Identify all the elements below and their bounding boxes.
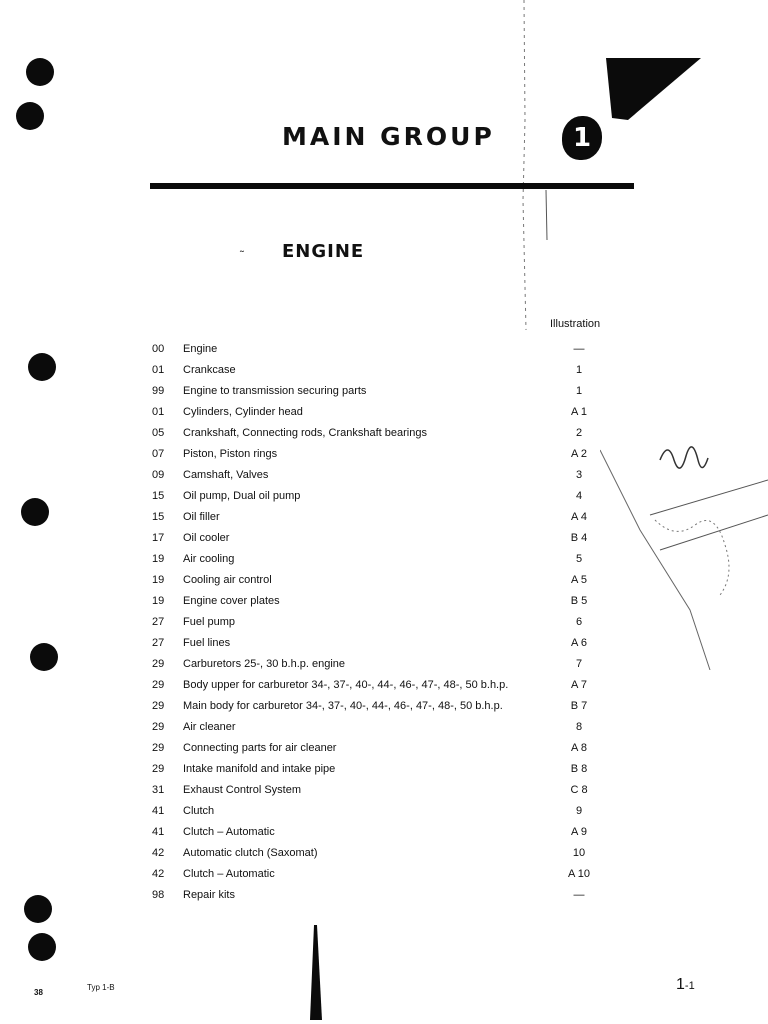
item-description: Clutch – Automatic: [183, 826, 275, 838]
item-code: 41: [152, 826, 165, 838]
item-illustration-ref: A 9: [571, 826, 587, 838]
type-label: Typ 1-B: [87, 983, 115, 992]
item-code: 01: [152, 406, 165, 418]
item-description: Crankcase: [183, 364, 236, 376]
list-item: [152, 528, 612, 549]
list-item: [152, 675, 612, 696]
binding-mark: [300, 925, 330, 1020]
item-illustration-ref: B 7: [570, 700, 588, 712]
item-code: 29: [152, 721, 165, 733]
item-code: 19: [152, 595, 165, 607]
punch-hole: [28, 933, 56, 961]
item-illustration-ref: A 10: [567, 868, 591, 880]
item-illustration-ref: 1: [575, 385, 583, 397]
item-illustration-ref: C 8: [570, 784, 588, 796]
item-illustration-ref: 5: [575, 553, 583, 565]
list-item: [152, 591, 612, 612]
item-code: 42: [152, 868, 165, 880]
list-item: [152, 885, 612, 906]
item-description: Carburetors 25-, 30 b.h.p. engine: [183, 658, 346, 670]
item-description: Engine cover plates: [183, 595, 280, 607]
item-code: 19: [152, 553, 165, 565]
item-code: 00: [152, 343, 165, 355]
item-code: 17: [152, 532, 165, 544]
item-illustration-ref: A 2: [571, 448, 587, 460]
item-code: 07: [152, 448, 165, 460]
item-description: Air cooling: [183, 553, 235, 565]
item-illustration-ref: 6: [575, 616, 583, 628]
item-description: Oil cooler: [183, 532, 230, 544]
item-code: 27: [152, 616, 165, 628]
item-description: Automatic clutch (Saxomat): [183, 847, 318, 859]
punch-hole: [21, 498, 49, 526]
item-illustration-ref: B 8: [570, 763, 588, 775]
item-illustration-ref: 2: [575, 427, 583, 439]
item-code: 15: [152, 490, 165, 502]
list-item: [152, 360, 612, 381]
item-description: Air cleaner: [183, 721, 236, 733]
list-item: [152, 465, 612, 486]
item-description: Cylinders, Cylinder head: [183, 406, 303, 418]
punch-hole: [16, 102, 44, 130]
item-code: 42: [152, 847, 165, 859]
list-item: [152, 822, 612, 843]
item-illustration-ref: A 8: [571, 742, 587, 754]
item-illustration-ref: 4: [575, 490, 583, 502]
item-illustration-ref: 3: [575, 469, 583, 481]
item-description: Oil filler: [183, 511, 220, 523]
list-item: [152, 402, 612, 423]
list-item: [152, 549, 612, 570]
item-description: Body upper for carburetor 34-, 37-, 40-, 44-, 46-, 47-, 48-, 50 b.h.p.: [183, 679, 509, 691]
item-description: Engine to transmission securing parts: [183, 385, 367, 397]
page-title: MAIN GROUP: [282, 122, 495, 151]
list-item: [152, 486, 612, 507]
list-item: [152, 612, 612, 633]
item-illustration-ref: A 4: [571, 511, 587, 523]
page-number-main: 1: [676, 976, 685, 993]
item-description: Repair kits: [183, 889, 235, 901]
item-code: 99: [152, 385, 165, 397]
item-description: Crankshaft, Connecting rods, Crankshaft bearings: [183, 427, 427, 439]
list-item: [152, 864, 612, 885]
page-number: [676, 976, 695, 994]
punch-hole: [30, 643, 58, 671]
list-item: [152, 801, 612, 822]
item-code: 27: [152, 637, 165, 649]
handwritten-scribble: [600, 420, 768, 670]
item-illustration-ref: B 4: [570, 532, 588, 544]
item-description: Piston, Piston rings: [183, 448, 278, 460]
item-illustration-ref: A 7: [571, 679, 587, 691]
item-illustration-ref: A 6: [571, 637, 587, 649]
item-description: Clutch – Automatic: [183, 868, 275, 880]
item-code: 01: [152, 364, 165, 376]
item-description: Oil pump, Dual oil pump: [183, 490, 301, 502]
item-illustration-ref: —: [573, 889, 585, 901]
margin-line-mark: [522, 0, 552, 330]
group-number-badge: 1: [562, 116, 602, 160]
item-code: 05: [152, 427, 165, 439]
item-illustration-ref: —: [573, 343, 585, 355]
side-margin-mark: 38: [34, 988, 43, 997]
title-rule: [150, 183, 634, 189]
parts-index-list: [152, 339, 612, 906]
item-illustration-ref: 8: [575, 721, 583, 733]
list-item: [152, 339, 612, 360]
item-code: 29: [152, 742, 165, 754]
list-item: [152, 381, 612, 402]
punch-hole: [26, 58, 54, 86]
scan-dash-mark: ˜: [240, 248, 244, 262]
item-illustration-ref: 1: [575, 364, 583, 376]
list-item: [152, 570, 612, 591]
list-item: [152, 423, 612, 444]
item-code: 29: [152, 679, 165, 691]
list-item: [152, 654, 612, 675]
item-illustration-ref: 10: [572, 847, 586, 859]
item-code: 41: [152, 805, 165, 817]
list-item: [152, 717, 612, 738]
item-description: Main body for carburetor 34-, 37-, 40-, 44-, 46-, 47-, 48-, 50 b.h.p.: [183, 700, 503, 712]
item-illustration-ref: 9: [575, 805, 583, 817]
list-item: [152, 759, 612, 780]
page-number-sub: -1: [684, 980, 695, 992]
item-description: Exhaust Control System: [183, 784, 301, 796]
punch-hole: [24, 895, 52, 923]
list-item: [152, 843, 612, 864]
list-item: [152, 738, 612, 759]
section-title: ENGINE: [282, 241, 365, 262]
item-code: 09: [152, 469, 165, 481]
item-code: 29: [152, 658, 165, 670]
item-description: Fuel pump: [183, 616, 235, 628]
item-description: Connecting parts for air cleaner: [183, 742, 337, 754]
list-item: [152, 444, 612, 465]
item-code: 29: [152, 763, 165, 775]
illustration-column-header: Illustration: [550, 318, 601, 330]
item-description: Camshaft, Valves: [183, 469, 269, 481]
item-description: Cooling air control: [183, 574, 272, 586]
item-code: 31: [152, 784, 165, 796]
list-item: [152, 780, 612, 801]
punch-hole: [28, 353, 56, 381]
item-code: 15: [152, 511, 165, 523]
list-item: [152, 633, 612, 654]
list-item: [152, 696, 612, 717]
item-description: Fuel lines: [183, 637, 231, 649]
list-item: [152, 507, 612, 528]
item-code: 19: [152, 574, 165, 586]
item-description: Engine: [183, 343, 218, 355]
item-illustration-ref: B 5: [570, 595, 588, 607]
item-description: Clutch: [183, 805, 215, 817]
item-code: 98: [152, 889, 165, 901]
item-illustration-ref: A 1: [571, 406, 587, 418]
item-illustration-ref: A 5: [571, 574, 587, 586]
item-code: 29: [152, 700, 165, 712]
corner-tab-mark: [606, 58, 701, 120]
item-description: Intake manifold and intake pipe: [183, 763, 336, 775]
item-illustration-ref: 7: [575, 658, 583, 670]
